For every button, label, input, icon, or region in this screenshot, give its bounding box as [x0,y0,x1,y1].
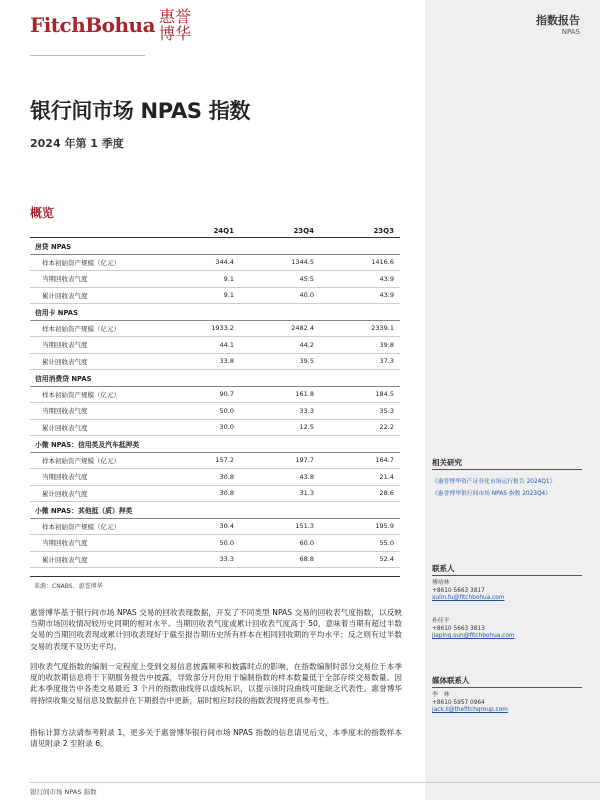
table-row [30,271,400,288]
table-header-cell: 23Q4 [293,227,314,235]
table-row [30,552,400,569]
report-type: 指数报告 [536,14,580,27]
table-cell: 1416.6 [371,258,394,267]
row-label: 样本初始资产规模（亿元） [42,390,120,399]
table-body [30,238,400,568]
table-cell: 22.2 [379,423,394,432]
group-label: 小微 NPAS：信用类及汽车抵押类 [35,440,140,449]
table-cell: 39.5 [299,357,314,366]
row-label: 样本初始资产规模（亿元） [42,324,120,333]
media-contacts-heading: 媒体联系人 [432,676,470,685]
contacts-heading: 联系人 [432,564,455,573]
table-cell: 50.0 [219,406,234,415]
contact-card [432,618,515,641]
page-footer: 银行间市场 NPAS 指数 [30,788,97,796]
table-cell: 157.2 [215,456,234,465]
contact-name: 傅靖林 [432,580,450,586]
table-cell: 151.3 [295,522,314,531]
related-link[interactable]: 《惠誉博华银行间市场 NPAS 指数 2023Q4》 [432,491,551,497]
table-cell: 39.8 [379,340,394,349]
table-cell: 1344.5 [291,258,314,267]
table-cell: 1933.2 [211,324,234,333]
logo-seal: 惠誉博华 [159,7,192,43]
table-cell: 37.3 [379,357,394,366]
table-bottom-rule [30,576,400,577]
table-cell: 184.5 [375,390,394,399]
table-cell: 28.6 [379,489,394,498]
page-subtitle: 2024 年第 1 季度 [30,137,124,150]
related-research-heading: 相关研究 [432,458,462,467]
table-cell: 33.8 [219,357,234,366]
table-cell: 90.7 [219,390,234,399]
contact-email[interactable]: xulin.fu@fitchbohua.com [432,595,505,602]
row-label: 累计回收表气度 [42,555,88,564]
row-label: 累计回收表气度 [42,489,88,498]
contact-phone: +8610 5663 3813 [432,625,485,632]
table-row [30,387,400,404]
table-header [30,224,400,238]
table-cell: 9.1 [223,291,234,300]
footer-divider [30,782,600,783]
table-cell: 161.8 [295,390,314,399]
row-label: 当期回收表气度 [42,275,88,284]
contact-email[interactable]: jack.li@thefitchgroup.com [432,707,508,714]
table-cell: 21.4 [379,472,394,481]
contact-card [432,580,505,603]
table-row [30,535,400,552]
row-label: 累计回收表气度 [42,357,88,366]
row-label: 样本初始资产规模（亿元） [42,456,120,465]
table-cell: 44.1 [219,340,234,349]
contact-email[interactable]: jiaping.sun@fitchbohua.com [432,633,515,640]
body-paragraph: 回收表气度指数的编制一定程度上受到交易信息披露频率和披露时点的影响，在指数编制时部分交易位于本季度的收款期信息将于下期服务报告中披露，导致部分月份用于编制指数的样本数量低于全部存续交易数量。因此本季度报告中各类交易最近 3 个月的指数曲线将以虚线标识，以提示该时段曲线可能缺乏代表性。惠誉博华将持续收集交易信息及数据并在下期报告中更新，届时相应时段的指数表现将更具参考性。 [30,662,402,705]
contact-name: 李 林 [432,692,450,698]
logo-divider [30,55,145,56]
table-cell: 43.8 [299,472,314,481]
table-cell: 33.3 [299,406,314,415]
table-row [30,519,400,536]
table-row [30,469,400,486]
table-row [30,255,400,272]
table-cell: 344.4 [215,258,234,267]
contacts-divider [432,575,582,576]
table-cell: 68.8 [299,555,314,564]
table-row [30,288,400,305]
table-cell: 31.3 [299,489,314,498]
overview-table [30,224,400,568]
group-label: 信用消费贷 NPAS [35,374,92,383]
table-cell: 164.7 [375,456,394,465]
table-cell: 35.3 [379,406,394,415]
fitchbohua-logo [30,8,203,42]
table-header-cell: 24Q1 [213,227,234,235]
table-cell: 12.5 [299,423,314,432]
table-cell: 43.9 [379,274,394,283]
contact-phone: +8610 5663 3817 [432,587,485,594]
table-cell: 33.3 [219,555,234,564]
overview-heading: 概览 [30,206,55,220]
table-cell: 45.5 [299,274,314,283]
table-row [30,453,400,470]
table-row [30,403,400,420]
table-row [30,420,400,437]
page-title: 银行间市场 NPAS 指数 [30,99,251,123]
body-paragraph: 指标计算方法请参考附录 1，更多关于惠誉博华银行间市场 NPAS 指数的信息请见后文，本季度末的指数样本请见附录 2 至附录 6。 [30,728,402,749]
contact-phone: +8610 5957 0964 [432,699,485,706]
table-cell: 50.0 [219,538,234,547]
table-group-row [30,436,400,453]
table-cell: 197.7 [295,456,314,465]
table-cell: 2339.1 [371,324,394,333]
row-label: 累计回收表气度 [42,291,88,300]
row-label: 当期回收表气度 [42,407,88,416]
table-header-cell: 23Q3 [373,227,394,235]
related-divider [432,469,582,470]
row-label: 当期回收表气度 [42,539,88,548]
table-cell: 30.8 [219,489,234,498]
table-row [30,337,400,354]
table-row [30,486,400,503]
table-row [30,354,400,371]
logo-text: FitchBohua [30,13,156,37]
table-cell: 60.0 [299,538,314,547]
row-label: 样本初始资产规模（亿元） [42,258,120,267]
table-cell: 2482.4 [291,324,314,333]
row-label: 当期回收表气度 [42,473,88,482]
table-cell: 52.4 [379,555,394,564]
table-cell: 44.2 [299,340,314,349]
table-cell: 40.0 [299,291,314,300]
group-label: 小微 NPAS：其他抵（质）押类 [35,506,133,515]
report-subtype: NPAS [561,28,580,36]
row-label: 样本初始资产规模（亿元） [42,522,120,531]
table-group-row [30,370,400,387]
group-label: 信用卡 NPAS [35,308,78,317]
row-label: 当期回收表气度 [42,341,88,350]
contact-name: 孙佳平 [432,618,450,624]
media-divider [432,687,582,688]
table-cell: 195.9 [375,522,394,531]
table-group-row [30,304,400,321]
table-source: 来源：CNABS、惠誉博华 [34,583,103,590]
table-cell: 43.9 [379,291,394,300]
table-cell: 30.8 [219,472,234,481]
group-label: 房贷 NPAS [35,242,72,251]
table-cell: 9.1 [223,274,234,283]
table-cell: 30.4 [219,522,234,531]
table-cell: 55.0 [379,538,394,547]
related-link[interactable]: 《惠誉博华资产证券化市场运行报告 2024Q1》 [432,479,556,485]
row-label: 累计回收表气度 [42,423,88,432]
table-group-row [30,238,400,255]
table-row [30,321,400,338]
table-group-row [30,502,400,519]
media-contact-card [432,692,508,715]
table-cell: 30.0 [219,423,234,432]
body-paragraph: 惠誉博华基于银行间市场 NPAS 交易的回收表现数据，开发了不同类型 NPAS 交易的回收表气度指数，以反映当期市场回收情况较历史同期的相对水平。当期回收表气度或累计回收表气度高于 50，意味着当期有超过半数交易的当期回收表现或累计回收表现好于截至报告期历史所有样本在相同回收期的平均水平；反之则有过半数交易的表现不及历史平均。 [30,608,402,651]
